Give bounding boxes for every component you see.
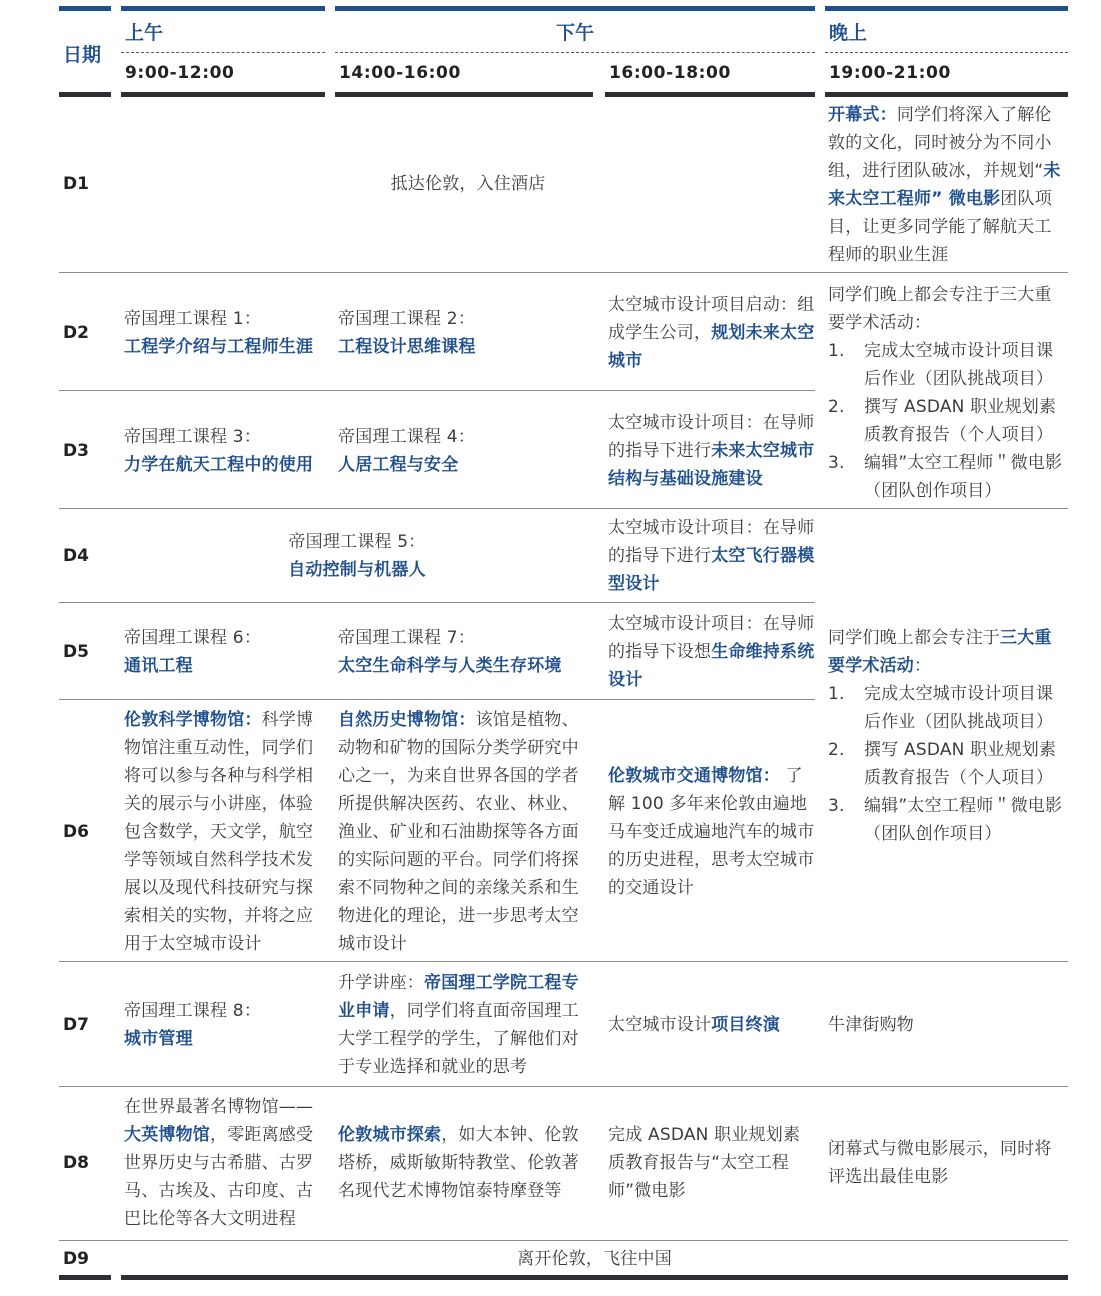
- header-dash: [825, 52, 1068, 53]
- d6-am-text: 科学博物馆注重互动性，同学们将可以参与各种与科学相关的展示与小讲座，体验包含数学，天文学，航空学等领域自然科学技术发展以及现代科技研究与探索相关的实物，并将之应用于太空城市设计: [124, 710, 314, 954]
- d7-pm1-bold: 帝国理工学院工程专业申请: [338, 973, 579, 1021]
- d1-eve-bold: 开幕式：: [828, 105, 897, 125]
- d5-d6-evening: [828, 624, 1068, 848]
- d3-am-title: 帝国理工课程 3：: [124, 427, 262, 447]
- d7-evening: 牛津街购物: [828, 1015, 914, 1035]
- day-label-d6: D6: [63, 822, 89, 842]
- d8-evening: 闭幕式与微电影展示，同时将评选出最佳电影: [828, 1139, 1052, 1187]
- header-bar-date: [59, 6, 111, 11]
- header-bottom-bar: [825, 92, 1068, 97]
- d3-pm2-bold: 未来太空城市结构与基础设施建设: [608, 441, 815, 489]
- list-text: 编辑”太空工程师＂微电影（团队创作项目）: [864, 453, 1063, 501]
- d8-afternoon-2: 完成 ASDAN 职业规划素质教育报告与“太空工程师”微电影: [608, 1125, 801, 1201]
- d4-title: 帝国理工课程 5：: [288, 532, 426, 552]
- d3-afternoon-1: [338, 423, 593, 479]
- d9-departure: 离开伦敦，飞往中国: [517, 1249, 672, 1269]
- list-text: 撰写 ASDAN 职业规划素质教育报告（个人项目）: [864, 740, 1057, 788]
- d8-am-text2: ，零距离感受世界历史与古希腊、古罗马、古埃及、古印度、古巴比伦等各大文明进程: [124, 1125, 314, 1229]
- d5-pm1-title: 帝国理工课程 7：: [338, 628, 476, 648]
- d4-pm2-bold: 太空飞行器模型设计: [608, 546, 815, 594]
- d5-afternoon-2: [608, 610, 815, 694]
- d2-afternoon-1: [338, 305, 593, 361]
- row-divider: [59, 961, 1068, 962]
- time-afternoon-1: 14:00-16:00: [339, 63, 461, 83]
- d5-am-course: 通讯工程: [124, 656, 193, 676]
- list-item: [828, 449, 1068, 505]
- d3-morning: [124, 423, 326, 479]
- list-number: 3.: [828, 453, 845, 473]
- d1-eve-text2: 团队项目，让更多同学能了解航天工程师的职业生涯: [828, 189, 1052, 265]
- d1-eve-bold2: 未来太空工程师” 微电影: [828, 161, 1061, 209]
- day-label-d8: D8: [63, 1153, 89, 1173]
- list-item: [828, 792, 1068, 848]
- d5-am-title: 帝国理工课程 6：: [124, 628, 262, 648]
- list-number: 3.: [828, 796, 845, 816]
- header-bottom-bar: [335, 92, 593, 97]
- row-divider: [59, 390, 815, 391]
- row-divider: [59, 1240, 1068, 1241]
- d7-morning: [124, 997, 326, 1053]
- d4-course: 自动控制与机器人: [288, 560, 426, 580]
- day-label-d1: D1: [63, 174, 89, 194]
- d5-pm1-course: 太空生命科学与人类生存环境: [338, 656, 562, 676]
- header-bottom-bar: [121, 92, 325, 97]
- d2-afternoon-2: [608, 291, 815, 375]
- d6-pm2-bold: 伦敦城市交通博物馆：: [608, 766, 780, 786]
- d7-pm1-text2: ，同学们将直面帝国理工大学工程学的学生，了解他们对于专业选择和就业的思考: [338, 1001, 579, 1077]
- intro-bold: 三大重要学术活动: [828, 628, 1052, 676]
- d8-pm1-text: ，如大本钟、伦敦塔桥，威斯敏斯特教堂、伦敦著名现代艺术博物馆泰特摩登等: [338, 1125, 579, 1201]
- d2-pm2-text: 太空城市设计项目启动：组成学生公司，: [608, 295, 815, 343]
- row-divider: [59, 699, 815, 700]
- list-item: [828, 393, 1068, 449]
- row-divider: [59, 602, 815, 603]
- d3-am-course: 力学在航天工程中的使用: [124, 455, 314, 475]
- d8-afternoon-1: [338, 1121, 594, 1205]
- list-item: [828, 337, 1068, 393]
- list-text: 完成太空城市设计项目课后作业（团队挑战项目）: [864, 684, 1054, 732]
- list-number: 1.: [828, 341, 845, 361]
- eve-activities-intro-2: [828, 624, 1068, 680]
- d6-pm2-text: 了解 100 多年来伦敦由遍地马车变迁成遍地汽车的城市的历史进程，思考太空城市的交通设计: [608, 766, 815, 898]
- eve-activities-list: [828, 337, 1068, 505]
- header-dash: [335, 52, 815, 53]
- d6-morning: [124, 706, 326, 958]
- d7-pm2-bold: 项目终演: [711, 1015, 781, 1035]
- table-bottom-bar: [59, 1275, 111, 1280]
- d2-am-course: 工程学介绍与工程师生涯: [124, 337, 314, 357]
- list-text: 撰写 ASDAN 职业规划素质教育报告（个人项目）: [864, 397, 1057, 445]
- header-bar-afternoon: [335, 6, 815, 11]
- day-label-d4: D4: [63, 546, 89, 566]
- morning-header: 上午: [125, 22, 164, 44]
- header-dash: [121, 52, 325, 53]
- evening-header: 晚上: [829, 22, 868, 44]
- d5-afternoon-1: [338, 624, 593, 680]
- d6-afternoon-1: [338, 706, 594, 958]
- d4-span: [121, 528, 593, 584]
- list-number: 2.: [828, 397, 845, 417]
- d5-pm2-bold: 生命维持系统设计: [608, 642, 815, 690]
- d8-am-bold: 大英博物馆: [124, 1125, 210, 1145]
- d3-pm2-text: 太空城市设计项目：在导师的指导下进行: [608, 413, 815, 461]
- time-afternoon-2: 16:00-18:00: [609, 63, 731, 83]
- list-number: 2.: [828, 740, 845, 760]
- intro-colon: ：: [914, 656, 932, 676]
- d7-pm1-text1: 升学讲座：: [338, 973, 424, 993]
- d2-pm1-course: 工程设计思维课程: [338, 337, 476, 357]
- d3-pm1-course: 人居工程与安全: [338, 455, 459, 475]
- d1-eve-text1: 同学们将深入了解伦敦的文化，同时被分为不同小组，进行团队破冰，并规划“: [828, 105, 1052, 181]
- d6-afternoon-2: [608, 762, 815, 902]
- list-item: [828, 680, 1068, 736]
- d3-afternoon-2: [608, 409, 815, 493]
- d7-afternoon-2: [608, 1011, 815, 1039]
- d6-pm1-text: 该馆是植物、动物和矿物的国际分类学研究中心之一，为来自世界各国的学者所提供解决医药、农业、林业、渔业、矿业和石油勘探等各方面的实际问题的平台。同学们将探索不同物种之间的亲缘关系和生物进化的理论，进一步思考太空城市设计: [338, 710, 579, 954]
- d2-am-title: 帝国理工课程 1：: [124, 309, 262, 329]
- d7-am-course: 城市管理: [124, 1029, 193, 1049]
- list-number: 1.: [828, 684, 845, 704]
- time-morning: 9:00-12:00: [125, 63, 235, 83]
- row-divider: [59, 272, 1068, 273]
- d2-d3-evening: [828, 281, 1068, 505]
- d6-pm1-bold: 自然历史博物馆：: [338, 710, 476, 730]
- d2-pm1-title: 帝国理工课程 2：: [338, 309, 476, 329]
- d8-morning: [124, 1093, 326, 1233]
- eve-activities-intro: 同学们晚上都会专注于三大重要学术活动：: [828, 285, 1052, 333]
- d1-arrival: 抵达伦敦，入住酒店: [390, 174, 546, 194]
- d6-am-bold: 伦敦科学博物馆：: [124, 710, 262, 730]
- d1-evening: [828, 101, 1068, 269]
- d4-pm2-text: 太空城市设计项目：在导师的指导下进行: [608, 518, 815, 566]
- row-divider: [59, 508, 1068, 509]
- day-label-d5: D5: [63, 642, 89, 662]
- header-bar-morning: [121, 6, 325, 11]
- intro-text: 同学们晚上都会专注于: [828, 628, 1000, 648]
- day-label-d2: D2: [63, 323, 89, 343]
- date-header: 日期: [63, 44, 102, 66]
- list-item: [828, 736, 1068, 792]
- d8-pm1-bold: 伦敦城市探索: [338, 1125, 442, 1145]
- d5-morning: [124, 624, 326, 680]
- time-evening: 19:00-21:00: [829, 63, 951, 83]
- list-text: 完成太空城市设计项目课后作业（团队挑战项目）: [864, 341, 1054, 389]
- d7-afternoon-1: [338, 969, 594, 1081]
- header-bottom-bar: [605, 92, 815, 97]
- d5-pm2-text: 太空城市设计项目：在导师的指导下设想: [608, 614, 815, 662]
- header-bar-evening: [825, 6, 1068, 11]
- d7-am-title: 帝国理工课程 8：: [124, 1001, 262, 1021]
- row-divider: [59, 1086, 1068, 1087]
- d8-am-text1: 在世界最著名博物馆——: [124, 1097, 314, 1117]
- d2-pm2-bold: 规划未来太空城市: [608, 323, 815, 371]
- d4-afternoon-2: [608, 514, 815, 598]
- day-label-d9: D9: [63, 1249, 89, 1269]
- table-bottom-bar: [121, 1275, 1068, 1280]
- afternoon-header: 下午: [556, 22, 595, 44]
- header-bottom-bar: [59, 92, 111, 97]
- d2-morning: [124, 305, 326, 361]
- day-label-d7: D7: [63, 1015, 89, 1035]
- list-text: 编辑”太空工程师＂微电影（团队创作项目）: [864, 796, 1063, 844]
- day-label-d3: D3: [63, 441, 89, 461]
- d3-pm1-title: 帝国理工课程 4：: [338, 427, 476, 447]
- eve-activities-list-2: [828, 680, 1068, 848]
- d7-pm2-text: 太空城市设计: [608, 1015, 712, 1035]
